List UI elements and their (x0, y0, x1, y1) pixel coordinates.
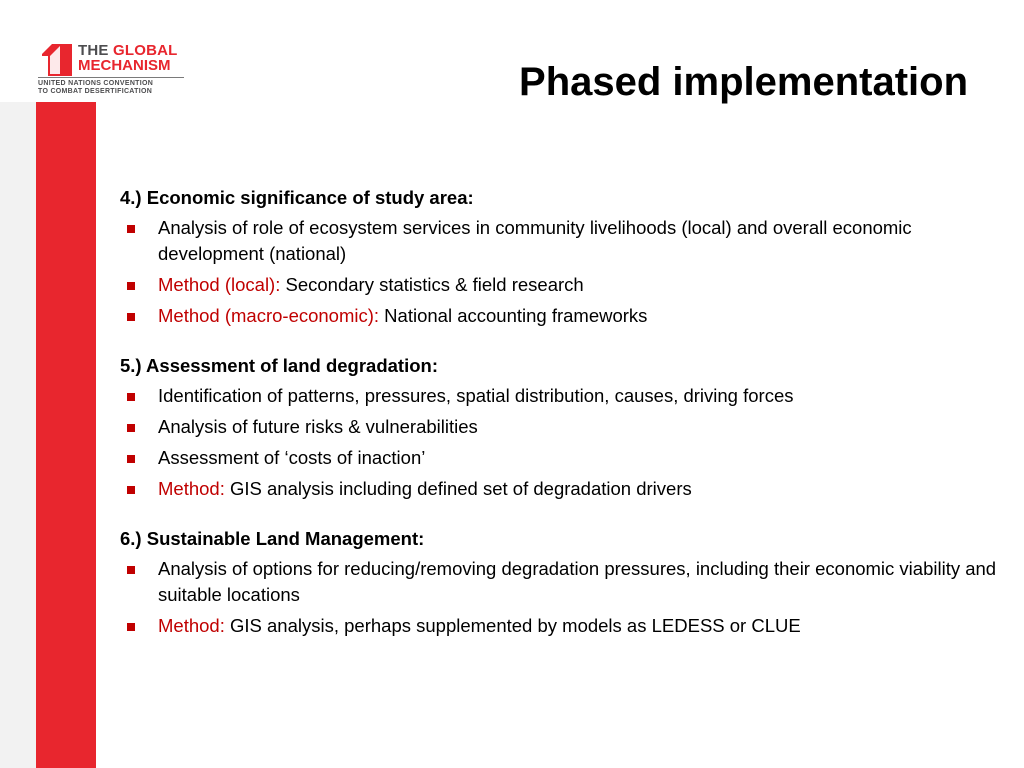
section-heading: 5.) Assessment of land degradation: (120, 355, 438, 376)
bullet-list (120, 383, 1000, 502)
square-bullet-icon (127, 566, 135, 574)
square-bullet-icon (127, 623, 135, 631)
logo-line-1: THE GLOBAL (78, 42, 178, 59)
bullet-text: GIS analysis including defined set of degradation drivers (224, 478, 692, 499)
bullet-list (120, 215, 1000, 329)
logo-divider (38, 77, 184, 78)
list-item (120, 383, 1000, 409)
list-item (120, 556, 1000, 608)
logo-line-2: MECHANISM (78, 57, 171, 74)
global-mechanism-logo-icon (38, 44, 74, 76)
list-item (120, 414, 1000, 440)
bullet-text: Analysis of future risks & vulnerabilities (158, 416, 478, 437)
square-bullet-icon (127, 313, 135, 321)
section-heading: 6.) Sustainable Land Management: (120, 528, 425, 549)
list-item (120, 272, 1000, 298)
section-heading: 4.) Economic significance of study area: (120, 187, 474, 208)
logo-subtitle-2: TO COMBAT DESERTIFICATION (38, 88, 153, 95)
list-item (120, 215, 1000, 267)
list-item (120, 303, 1000, 329)
bullet-text: Analysis of options for reducing/removing degradation pressures, including their economic viability and suitable locations (158, 558, 997, 605)
logo-subtitle-1: UNITED NATIONS CONVENTION (38, 80, 154, 87)
square-bullet-icon (127, 393, 135, 401)
bullet-list (120, 556, 1000, 639)
square-bullet-icon (127, 282, 135, 290)
bullet-text: GIS analysis, perhaps supplemented by models as LEDESS or CLUE (224, 615, 801, 636)
red-side-bar (36, 102, 96, 768)
square-bullet-icon (127, 225, 135, 233)
square-bullet-icon (127, 486, 135, 494)
bullet-text: Secondary statistics & field research (280, 274, 584, 295)
list-item (120, 613, 1000, 639)
section (120, 184, 1000, 329)
square-bullet-icon (127, 455, 135, 463)
square-bullet-icon (127, 424, 135, 432)
bullet-text: Assessment of ‘costs of inaction’ (158, 447, 426, 468)
list-item (120, 476, 1000, 502)
bullet-text: Analysis of role of ecosystem services in community livelihoods (local) and overall economic development (national) (158, 217, 912, 264)
slide-body (120, 184, 1000, 662)
section (120, 525, 1000, 639)
method-label: Method: (158, 615, 225, 636)
method-label: Method (local): (158, 274, 281, 295)
list-item (120, 445, 1000, 471)
section (120, 352, 1000, 502)
method-label: Method (macro-economic): (158, 305, 380, 326)
logo (38, 44, 188, 104)
slide-title: Phased implementation (519, 60, 968, 104)
bullet-text: National accounting frameworks (379, 305, 648, 326)
method-label: Method: (158, 478, 225, 499)
bullet-text: Identification of patterns, pressures, spatial distribution, causes, driving forces (158, 385, 794, 406)
